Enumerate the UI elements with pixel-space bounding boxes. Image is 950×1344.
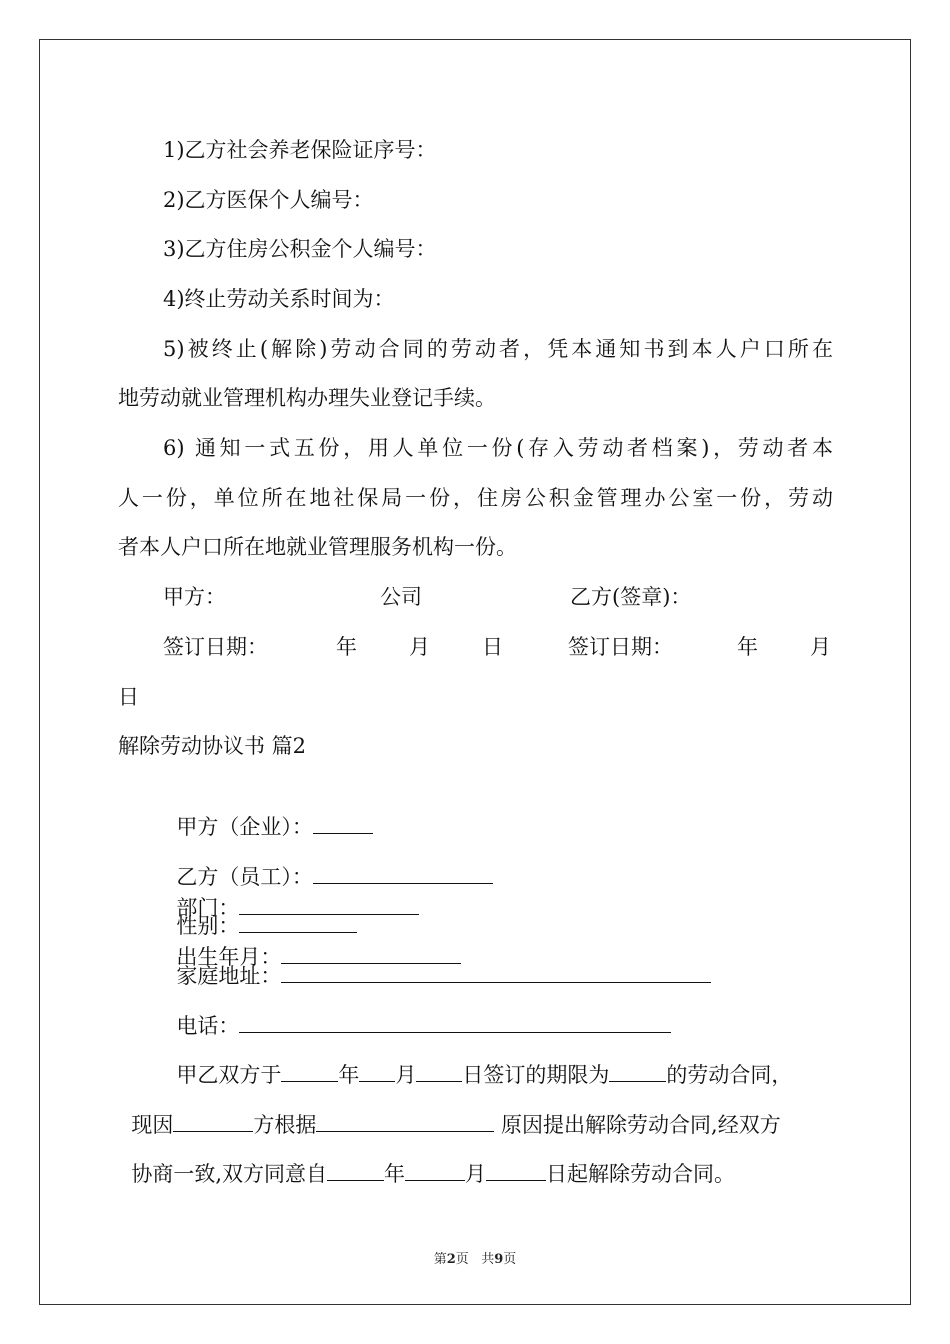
total-pages: 9 [494, 1252, 504, 1267]
footer-text: 共 [481, 1252, 495, 1267]
body-text: 年 [338, 1063, 360, 1087]
item-5-line1: 5)被终止(解除)劳动合同的劳动者，凭本通知书到本人户口所在 [163, 337, 833, 361]
item-5-line2: 地劳动就业管理机构办理失业登记手续。 [118, 386, 496, 410]
party-a-enterprise-label: 甲方（企业）： [176, 815, 313, 839]
item-6-line3: 者本人户口所在地就业管理服务机构一份。 [118, 535, 517, 559]
blank [327, 1158, 384, 1181]
body-text: 月 [395, 1063, 417, 1087]
item-6-line2: 人一份，单位所在地社保局一份，住房公积金管理办公室一份，劳动 [118, 486, 833, 510]
body-text: 的劳动合同， [666, 1063, 793, 1087]
birth-label: 出生年月： [176, 945, 282, 969]
blank [405, 1158, 465, 1181]
date-label-a: 签订日期： [163, 635, 268, 659]
blank [486, 1158, 546, 1181]
body-text: 月 [465, 1162, 487, 1186]
year-b: 年 [737, 635, 758, 659]
page-number: 2 [446, 1252, 456, 1267]
date-label-b: 签订日期： [568, 635, 673, 659]
phone-label: 电话： [176, 1014, 240, 1038]
item-1: 1)乙方社会养老保险证序号： [163, 138, 437, 162]
page-footer [0, 1248, 950, 1267]
body-text: 日签订的期限为 [462, 1063, 610, 1087]
body-text: 现因 [131, 1113, 174, 1137]
item-3: 3)乙方住房公积金个人编号： [163, 237, 437, 261]
month-a: 月 [409, 635, 430, 659]
body-text: 年 [384, 1162, 406, 1186]
party-b-label: 乙方(签章)： [570, 585, 692, 609]
footer-text: 第 [433, 1252, 447, 1267]
body-text: 方根据 [253, 1113, 317, 1137]
body-text: 原因提出解除劳动合同,经双方 [494, 1113, 781, 1137]
year-a: 年 [336, 635, 357, 659]
party-a-label: 甲方： [163, 585, 226, 609]
party-b-employee-label: 乙方（员工）： [176, 865, 313, 889]
gender-label: 性别： [176, 914, 240, 938]
department-label: 部门： [176, 896, 240, 920]
item-4: 4)终止劳动关系时间为： [163, 287, 395, 311]
section-title: 解除劳动协议书 篇2 [118, 734, 307, 758]
footer-text: 页 [503, 1252, 517, 1267]
company-label: 公司 [380, 585, 422, 609]
body-line-3 [118, 1128, 838, 1189]
body-text: 甲乙双方于 [176, 1063, 282, 1087]
day-a: 日 [482, 635, 503, 659]
item-6-line1: 6) 通知一式五份，用人单位一份(存入劳动者档案)，劳动者本 [163, 436, 833, 460]
month-b: 月 [810, 635, 831, 659]
address-label: 家庭地址： [176, 964, 282, 988]
body-text: 协商一致,双方同意自 [131, 1162, 328, 1186]
day-b: 日 [118, 685, 139, 709]
body-text: 日起解除劳动合同。 [546, 1162, 736, 1186]
item-2: 2)乙方医保个人编号： [163, 188, 374, 212]
footer-text: 页 [455, 1252, 469, 1267]
